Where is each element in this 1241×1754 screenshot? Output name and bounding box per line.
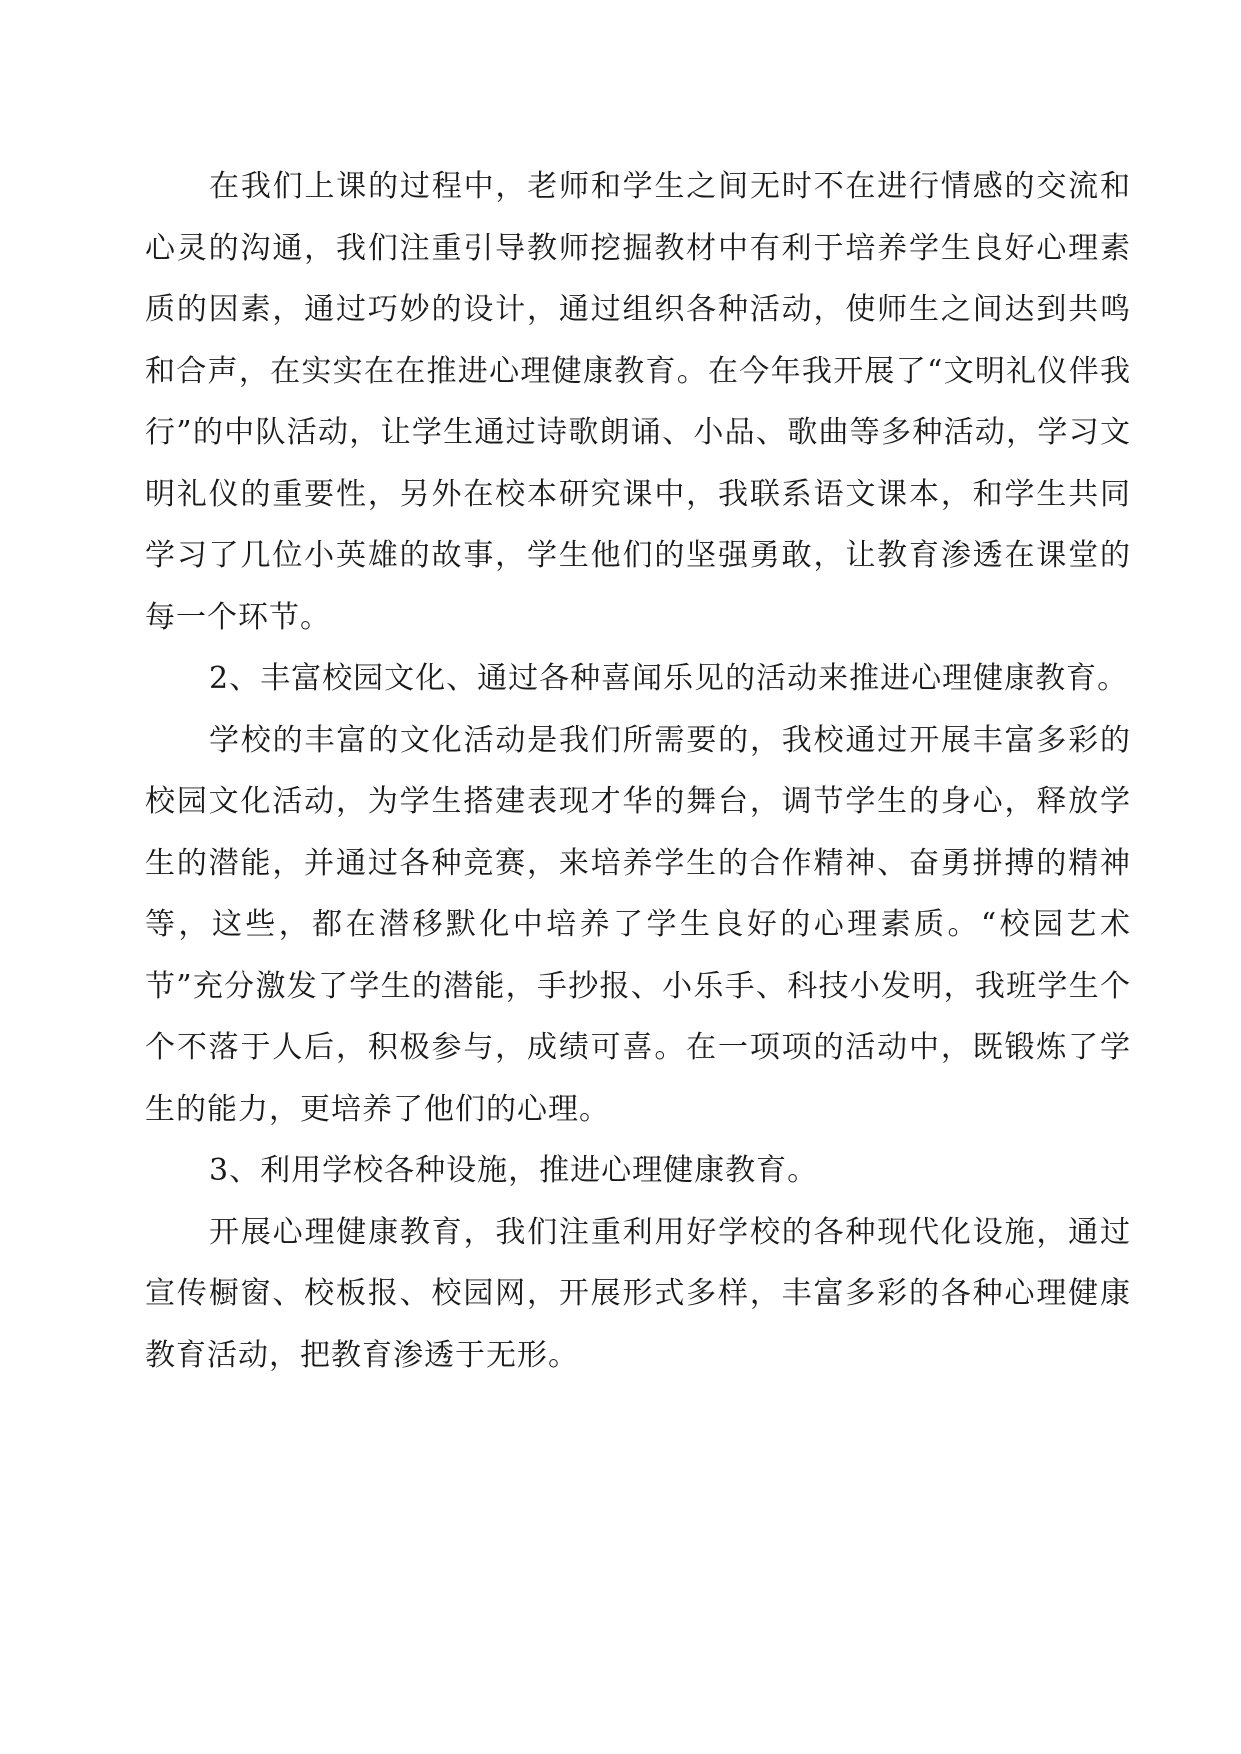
paragraph-facilities-usage: 开展心理健康教育，我们注重利用好学校的各种现代化设施，通过宣传橱窗、校板报、校园网，开展形式多样，丰富多彩的各种心理健康教育活动，把教育渗透于无形。: [145, 1214, 1131, 1373]
paragraph-campus-activities: 学校的丰富的文化活动是我们所需要的，我校通过开展丰富多彩的校园文化活动，为学生搭建表现才华的舞台，调节学生的身心，释放学生的潜能，并通过各种竞赛，来培养学生的合作精神、奋勇拼搏的精神等，这些，都在潜移默化中培养了学生良好的心理素质。“校园艺术节”充分激发了学生的潜能，手抄报、小乐手、科技小发明，我班学生个个不落于人后，积极参与，成绩可喜。在一项项的活动中，既锻炼了学生的能力，更培养了他们的心理。: [145, 722, 1131, 1127]
paragraph-classroom-emotion: 在我们上课的过程中，老师和学生之间无时不在进行情感的交流和心灵的沟通，我们注重引导教师挖掘教材中有利于培养学生良好心理素质的因素，通过巧妙的设计，通过组织各种活动，使师生之间达到共鸣和合声，在实实在在推进心理健康教育。在今年我开展了“文明礼仪伴我行”的中队活动，让学生通过诗歌朗诵、小品、歌曲等多种活动，学习文明礼仪的重要性，另外在校本研究课中，我联系语文课本，和学生共同学习了几位小英雄的故事，学生他们的坚强勇敢，让教育渗透在课堂的每一个环节。: [145, 169, 1131, 635]
document-body: [145, 156, 1131, 1386]
heading-campus-culture: 2、丰富校园文化、通过各种喜闻乐见的活动来推进心理健康教育。: [209, 661, 1129, 696]
heading-school-facilities: 3、利用学校各种设施，推进心理健康教育。: [209, 1153, 819, 1188]
